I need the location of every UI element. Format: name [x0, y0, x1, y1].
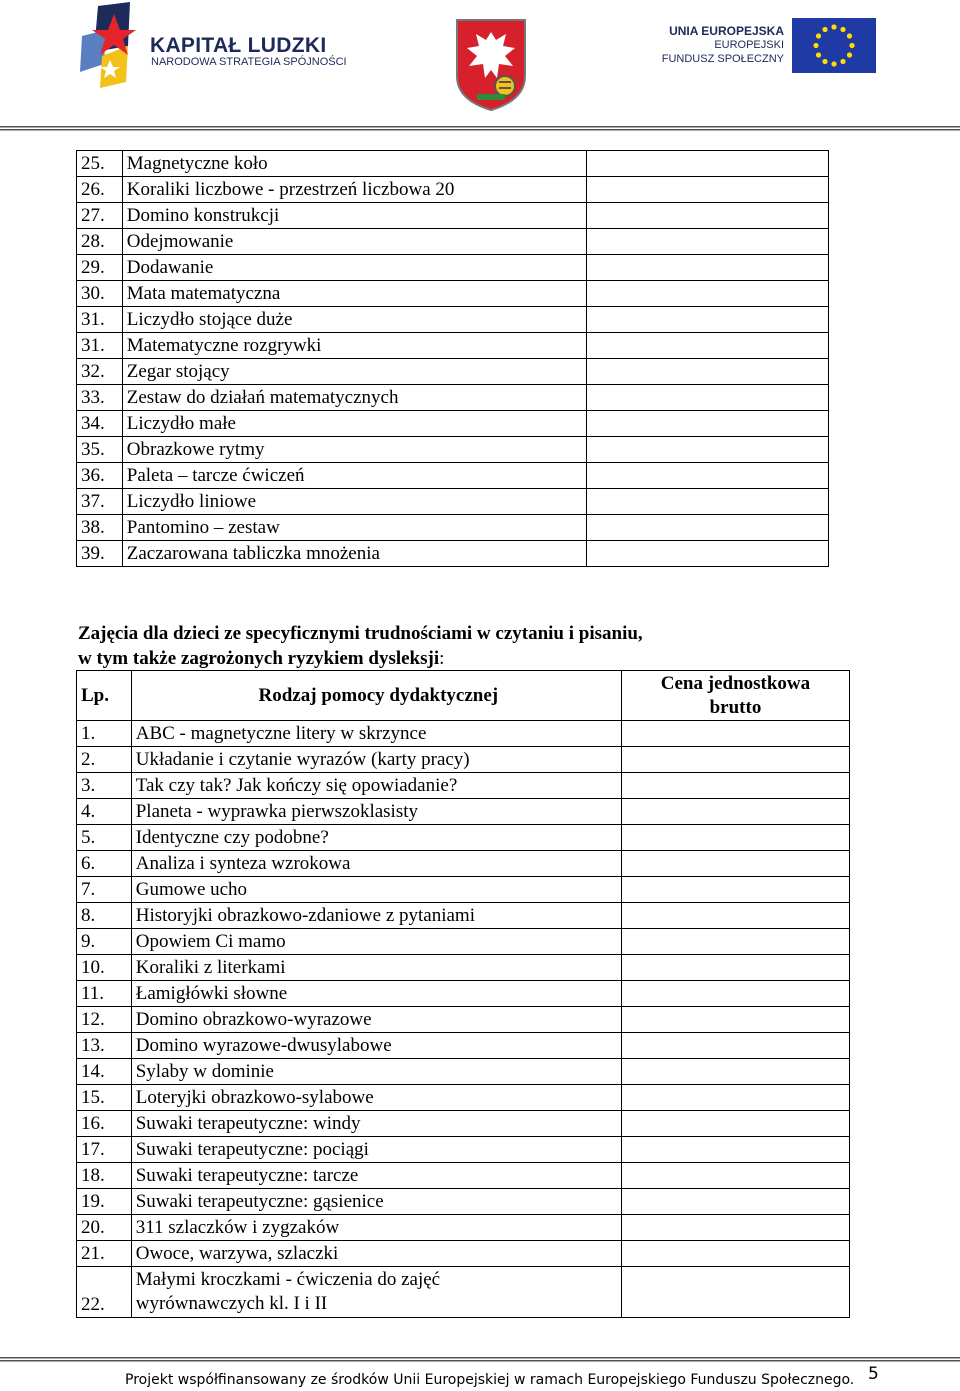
row-price[interactable] — [587, 333, 829, 359]
row-name: Mata matematyczna — [122, 281, 586, 307]
row-name: Suwaki terapeutyczne: gąsienice — [131, 1189, 621, 1215]
row-price[interactable] — [621, 721, 849, 747]
row-lp: 39. — [77, 541, 123, 567]
table-row — [77, 359, 829, 385]
row-price[interactable] — [621, 955, 849, 981]
row-lp: 9. — [77, 929, 132, 955]
row-name: Zestaw do działań matematycznych — [122, 385, 586, 411]
table-row — [77, 385, 829, 411]
row-lp: 2. — [77, 747, 132, 773]
row-price[interactable] — [587, 515, 829, 541]
row-name: Pantomino – zestaw — [122, 515, 586, 541]
table-row — [77, 1267, 850, 1318]
row-lp: 11. — [77, 981, 132, 1007]
row-lp: 37. — [77, 489, 123, 515]
table-row — [77, 1215, 850, 1241]
row-name: Opowiem Ci mamo — [131, 929, 621, 955]
row-price[interactable] — [587, 307, 829, 333]
row-price[interactable] — [621, 981, 849, 1007]
row-lp: 29. — [77, 255, 123, 281]
page-number: 5 — [868, 1364, 879, 1384]
row-name: Łamigłówki słowne — [131, 981, 621, 1007]
table-row — [77, 877, 850, 903]
row-price[interactable] — [587, 359, 829, 385]
row-price[interactable] — [587, 411, 829, 437]
row-price[interactable] — [587, 489, 829, 515]
table-row — [77, 981, 850, 1007]
row-price[interactable] — [621, 929, 849, 955]
row-name: Odejmowanie — [122, 229, 586, 255]
section-title-line-2-text: w tym także zagrożonych ryzykiem dysleksji — [78, 648, 440, 669]
table-row — [77, 747, 850, 773]
row-lp: 31. — [77, 307, 123, 333]
row-name: Zaczarowana tabliczka mnożenia — [122, 541, 586, 567]
table-row — [77, 1033, 850, 1059]
header-divider — [0, 126, 960, 131]
kapital-ludzki-logo — [80, 2, 347, 92]
table-row — [77, 903, 850, 929]
table-row — [77, 929, 850, 955]
table-row — [77, 281, 829, 307]
row-price[interactable] — [587, 541, 829, 567]
table-row — [77, 411, 829, 437]
table-row — [77, 851, 850, 877]
row-lp: 16. — [77, 1111, 132, 1137]
header-lp: Lp. — [77, 671, 132, 721]
row-price[interactable] — [621, 1163, 849, 1189]
eu-subtitle-2: FUNDUSZ SPOŁECZNY — [661, 53, 784, 65]
table-row — [77, 955, 850, 981]
row-name: Suwaki terapeutyczne: windy — [131, 1111, 621, 1137]
row-name: Liczydło stojące duże — [122, 307, 586, 333]
row-price[interactable] — [621, 1085, 849, 1111]
row-lp: 32. — [77, 359, 123, 385]
row-price[interactable] — [587, 437, 829, 463]
row-price[interactable] — [621, 1215, 849, 1241]
table-row — [77, 825, 850, 851]
row-lp: 10. — [77, 955, 132, 981]
table-row — [77, 515, 829, 541]
row-price[interactable] — [621, 1137, 849, 1163]
row-name: Suwaki terapeutyczne: tarcze — [131, 1163, 621, 1189]
row-price[interactable] — [621, 747, 849, 773]
row-name: Liczydło liniowe — [122, 489, 586, 515]
row-name: Sylaby w dominie — [131, 1059, 621, 1085]
row-price[interactable] — [621, 1059, 849, 1085]
row-lp: 34. — [77, 411, 123, 437]
eu-subtitle-1: EUROPEJSKI — [714, 39, 784, 51]
row-price[interactable] — [621, 903, 849, 929]
table-row — [77, 489, 829, 515]
kapital-ludzki-subtitle: NARODOWA STRATEGIA SPÓJNOŚCI — [151, 56, 347, 68]
row-lp: 17. — [77, 1137, 132, 1163]
row-lp: 26. — [77, 177, 123, 203]
row-name: Obrazkowe rytmy — [122, 437, 586, 463]
row-name: Suwaki terapeutyczne: pociągi — [131, 1137, 621, 1163]
row-lp: 8. — [77, 903, 132, 929]
row-price[interactable] — [621, 1267, 849, 1318]
kapital-ludzki-title: KAPITAŁ LUDZKI — [150, 34, 327, 57]
table-row — [77, 1007, 850, 1033]
row-name: Domino wyrazowe-dwusylabowe — [131, 1033, 621, 1059]
table-row — [77, 1059, 850, 1085]
row-lp: 33. — [77, 385, 123, 411]
row-lp: 7. — [77, 877, 132, 903]
table-row — [77, 177, 829, 203]
row-name: Tak czy tak? Jak kończy się opowiadanie? — [131, 773, 621, 799]
row-lp: 15. — [77, 1085, 132, 1111]
table-row — [77, 799, 850, 825]
row-price[interactable] — [621, 1033, 849, 1059]
row-lp: 31. — [77, 333, 123, 359]
city-crest-icon — [455, 16, 527, 112]
footer-divider — [0, 1357, 960, 1362]
row-name: Analiza i synteza wzrokowa — [131, 851, 621, 877]
row-name: Owoce, warzywa, szlaczki — [131, 1241, 621, 1267]
row-lp: 4. — [77, 799, 132, 825]
row-lp: 36. — [77, 463, 123, 489]
row-lp: 13. — [77, 1033, 132, 1059]
row-price[interactable] — [621, 1007, 849, 1033]
header-price-line-2: brutto — [709, 696, 762, 718]
row-name: Gumowe ucho — [131, 877, 621, 903]
row-price[interactable] — [621, 799, 849, 825]
row-price[interactable] — [621, 825, 849, 851]
row-lp: 19. — [77, 1189, 132, 1215]
materials-table-continued — [76, 150, 829, 567]
row-lp: 27. — [77, 203, 123, 229]
row-lp: 22. — [77, 1267, 132, 1318]
row-name: Identyczne czy podobne? — [131, 825, 621, 851]
row-lp: 1. — [77, 721, 132, 747]
row-name: Zegar stojący — [122, 359, 586, 385]
row-lp: 6. — [77, 851, 132, 877]
row-lp: 30. — [77, 281, 123, 307]
table-row — [77, 721, 850, 747]
footer-text: Projekt współfinansowany ze środków Unii Europejskiej w ramach Europejskiego Funduszu Społecznego. — [125, 1372, 855, 1388]
header-price — [621, 671, 849, 721]
row-price[interactable] — [587, 281, 829, 307]
row-price[interactable] — [621, 773, 849, 799]
section-title — [78, 621, 643, 671]
row-name: ABC - magnetyczne litery w skrzynce — [131, 721, 621, 747]
dyslexia-aids-table — [76, 670, 850, 1318]
row-name: Koraliki z literkami — [131, 955, 621, 981]
row-name-line-1: Małymi kroczkami - ćwiczenia do zajęć — [135, 1269, 441, 1290]
header-name: Rodzaj pomocy dydaktycznej — [131, 671, 621, 721]
row-name-line-2: wyrównawczych kl. I i II — [135, 1293, 328, 1314]
row-name: Magnetyczne koło — [122, 151, 586, 177]
table-row — [77, 1163, 850, 1189]
row-price[interactable] — [621, 1111, 849, 1137]
table-row — [77, 307, 829, 333]
row-name: Planeta - wyprawka pierwszoklasisty — [131, 799, 621, 825]
row-lp: 5. — [77, 825, 132, 851]
row-lp: 25. — [77, 151, 123, 177]
table-row — [77, 773, 850, 799]
row-name: Domino obrazkowo-wyrazowe — [131, 1007, 621, 1033]
kapital-ludzki-emblem-icon — [80, 2, 146, 88]
row-name: Loteryjki obrazkowo-sylabowe — [131, 1085, 621, 1111]
table-row — [77, 1241, 850, 1267]
table-row — [77, 333, 829, 359]
table-row — [77, 203, 829, 229]
row-price[interactable] — [621, 851, 849, 877]
row-lp: 38. — [77, 515, 123, 541]
section-title-line-2 — [78, 646, 643, 671]
table-row — [77, 1137, 850, 1163]
table-row — [77, 151, 829, 177]
table-row — [77, 1085, 850, 1111]
row-lp: 14. — [77, 1059, 132, 1085]
eu-logo — [660, 18, 880, 78]
row-price[interactable] — [587, 463, 829, 489]
section-title-suffix: : — [439, 648, 445, 669]
row-price[interactable] — [621, 1241, 849, 1267]
section-title-line-1: Zajęcia dla dzieci ze specyficznymi trudnościami w czytaniu i pisaniu, — [78, 623, 643, 644]
table-row — [77, 541, 829, 567]
row-lp: 35. — [77, 437, 123, 463]
table-row — [77, 437, 829, 463]
table-row — [77, 255, 829, 281]
table-row — [77, 1189, 850, 1215]
table-row — [77, 1111, 850, 1137]
row-price[interactable] — [621, 877, 849, 903]
row-name: Liczydło małe — [122, 411, 586, 437]
row-name: 311 szlaczków i zygzaków — [131, 1215, 621, 1241]
row-name: Domino konstrukcji — [122, 203, 586, 229]
row-lp: 18. — [77, 1163, 132, 1189]
row-lp: 20. — [77, 1215, 132, 1241]
row-lp: 21. — [77, 1241, 132, 1267]
row-lp: 12. — [77, 1007, 132, 1033]
row-name: Koraliki liczbowe - przestrzeń liczbowa 20 — [122, 177, 586, 203]
table-header-row — [77, 671, 850, 721]
row-price[interactable] — [587, 203, 829, 229]
row-price[interactable] — [587, 177, 829, 203]
row-price[interactable] — [587, 255, 829, 281]
row-name — [131, 1267, 621, 1318]
row-price[interactable] — [587, 229, 829, 255]
row-lp: 3. — [77, 773, 132, 799]
row-price[interactable] — [587, 151, 829, 177]
table-row — [77, 229, 829, 255]
row-price[interactable] — [587, 385, 829, 411]
row-name: Układanie i czytanie wyrazów (karty pracy) — [131, 747, 621, 773]
header-price-line-1: Cena jednostkowa — [660, 672, 811, 694]
eu-title: UNIA EUROPEJSKA — [669, 24, 784, 38]
row-price[interactable] — [621, 1189, 849, 1215]
row-name: Dodawanie — [122, 255, 586, 281]
table-row — [77, 463, 829, 489]
row-name: Matematyczne rozgrywki — [122, 333, 586, 359]
eu-flag-icon — [792, 18, 876, 73]
row-name: Paleta – tarcze ćwiczeń — [122, 463, 586, 489]
row-lp: 28. — [77, 229, 123, 255]
row-name: Historyjki obrazkowo-zdaniowe z pytaniami — [131, 903, 621, 929]
